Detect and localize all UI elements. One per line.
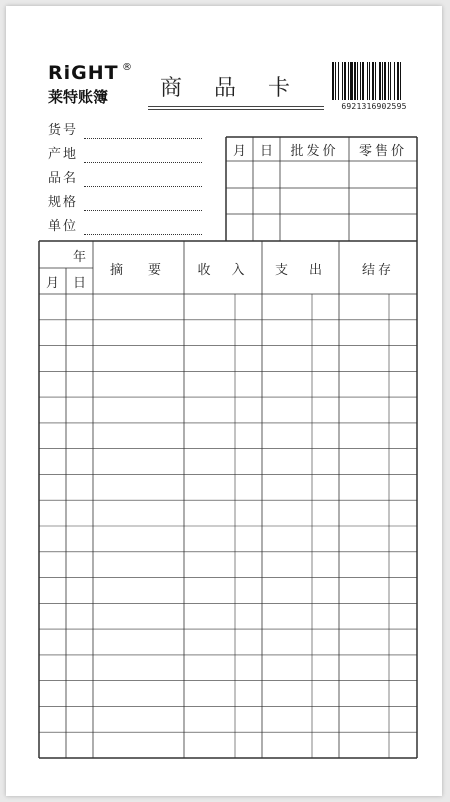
price-header-wholesale: 批发价 bbox=[290, 143, 339, 159]
price-header-month: 月 bbox=[232, 143, 246, 159]
logo-word: RiGHT bbox=[48, 62, 119, 84]
price-header-retail: 零售价 bbox=[358, 143, 407, 159]
ledger-header-summary: 摘 要 bbox=[109, 262, 167, 278]
ledger-header-income: 收 入 bbox=[197, 262, 249, 278]
barcode-digits: 6921316902595 bbox=[341, 102, 407, 111]
page-title: 商品卡 bbox=[160, 76, 323, 101]
ledger-header-year: 年 bbox=[72, 249, 86, 265]
info-label-product-name: 品名 bbox=[48, 171, 79, 186]
price-header-day: 日 bbox=[259, 143, 273, 159]
info-label-unit: 单位 bbox=[48, 219, 79, 234]
ledger-header-expense: 支 出 bbox=[274, 262, 326, 278]
ledger-header-day: 日 bbox=[72, 275, 86, 291]
ledger-header-balance: 结存 bbox=[361, 262, 394, 278]
info-label-origin: 产地 bbox=[48, 147, 79, 162]
info-label-spec: 规格 bbox=[48, 195, 79, 210]
ledger-header-month: 月 bbox=[45, 275, 59, 291]
info-label-item-no: 货号 bbox=[48, 123, 79, 138]
registered-mark: ® bbox=[122, 62, 132, 73]
logo-subtitle: 莱特账簿 bbox=[48, 88, 109, 106]
